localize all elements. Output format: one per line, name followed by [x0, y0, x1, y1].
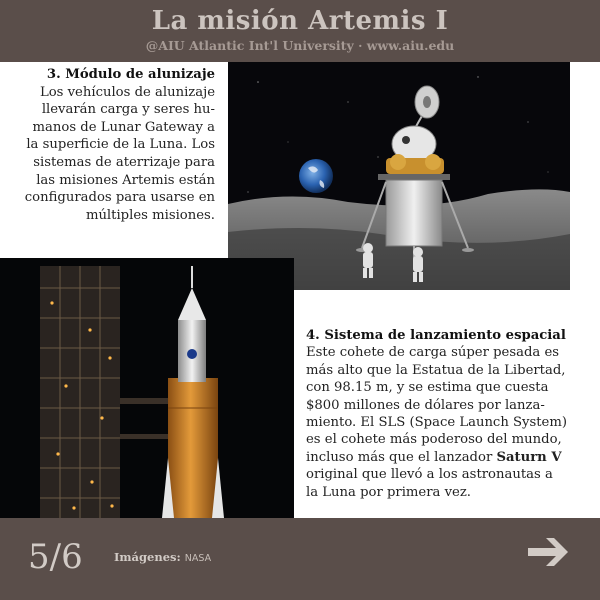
- text-line: es el cohete más poderoso del mundo,: [306, 432, 562, 448]
- text-line: las misiones Artemis están: [36, 172, 215, 188]
- text-line: sistemas de aterrizaje para: [33, 154, 215, 170]
- section-lander-text: [0, 66, 215, 224]
- arrow-right-icon: [526, 534, 572, 570]
- header: [0, 0, 600, 62]
- text-line: llevarán carga y seres hu-: [41, 102, 215, 118]
- text-line: original que llevó a los astronautas a: [306, 467, 553, 483]
- saturn-v-term: Saturn V: [496, 449, 562, 465]
- text-line: la Luna por primera vez.: [306, 484, 471, 500]
- section-launch-text: [306, 327, 592, 501]
- page-indicator: 5/6: [28, 537, 83, 577]
- page-title: La misión Artemis I: [151, 6, 449, 36]
- footer: [0, 518, 600, 600]
- text-line: manos de Lunar Gateway a: [32, 119, 215, 135]
- text-segment: incluso más que el lanzador: [306, 449, 497, 465]
- credit-source: NASA: [184, 553, 212, 564]
- text-line: miento. El SLS (Space Launch System): [306, 415, 568, 431]
- page-subtitle: @AIU Atlantic Int'l University · www.aiu.edu: [145, 38, 455, 53]
- section-lander-heading: 3. Módulo de alunizaje: [46, 67, 215, 82]
- text-line: Este cohete de carga súper pesada es: [306, 345, 560, 361]
- text-line: Los vehículos de alunizaje: [39, 84, 215, 100]
- text-line: la superficie de la Luna. Los: [26, 137, 215, 153]
- text-line: configurados para usarse en: [24, 190, 215, 206]
- text-line: más alto que la Estatua de la Libertad,: [306, 362, 566, 378]
- text-line: $800 millones de dólares por lanza-: [306, 397, 545, 413]
- image-credit: [114, 550, 211, 564]
- text-line: con 98.15 m, y se estima que cuesta: [306, 380, 549, 396]
- text-line: [306, 449, 592, 466]
- lunar-lander-photo: [228, 62, 570, 290]
- section-launch-heading: 4. Sistema de lanzamiento espacial: [306, 328, 566, 343]
- sls-rocket-photo: [0, 258, 294, 518]
- next-button[interactable]: [526, 534, 572, 570]
- credit-label: Imágenes:: [114, 550, 181, 564]
- text-line: múltiples misiones.: [85, 207, 215, 223]
